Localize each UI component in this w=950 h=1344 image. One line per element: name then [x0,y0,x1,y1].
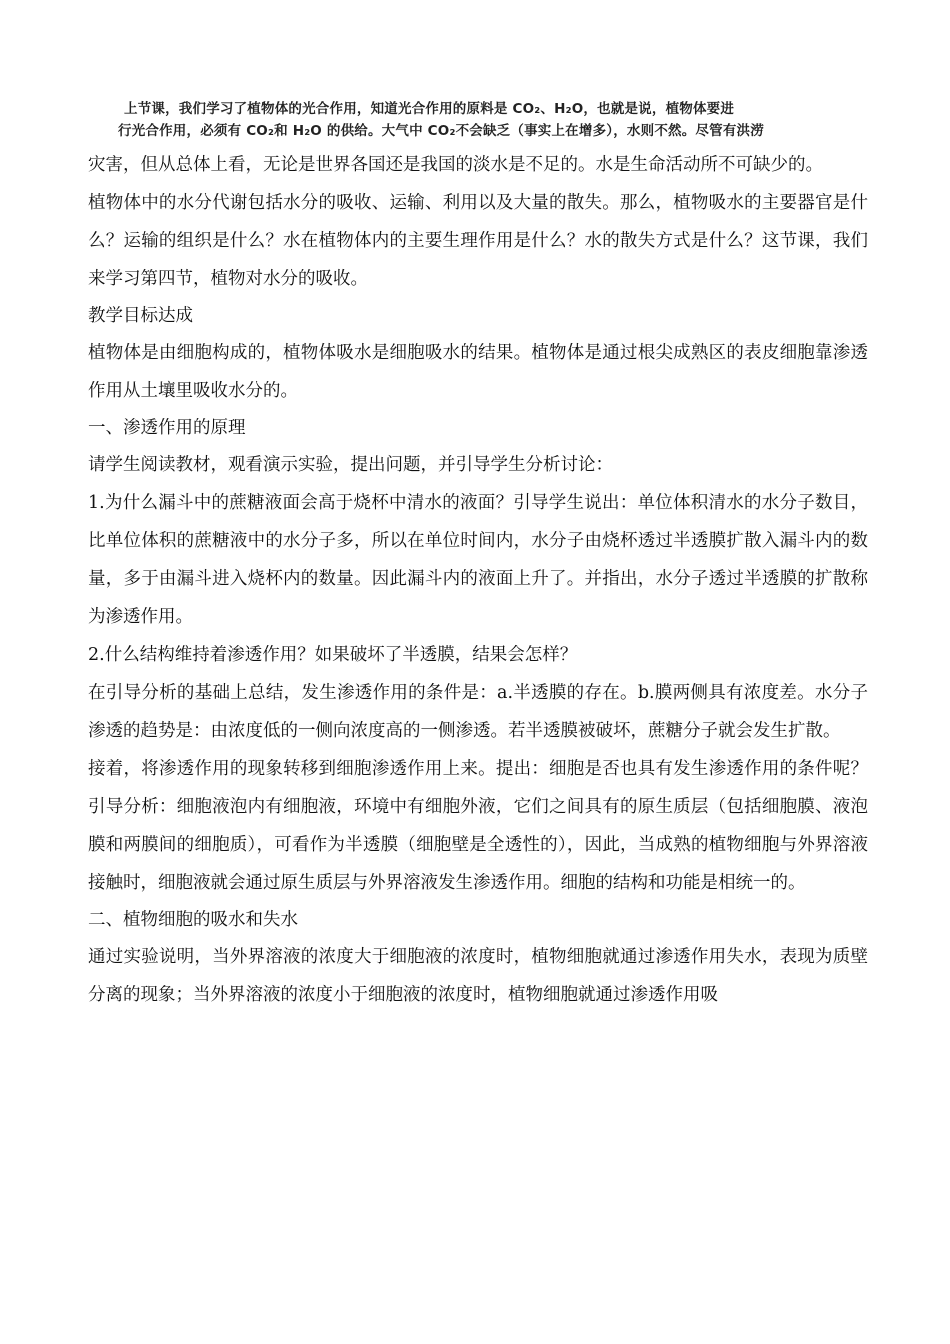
paragraph-cell-osmosis: 接着，将渗透作用的现象转移到细胞渗透作用上来。提出：细胞是否也具有发生渗透作用的条件呢？引导分析：细胞液泡内有细胞液，环境中有细胞外液，它们之间具有的原生质层（包括细胞膜、液泡膜和两膜间的细胞质），可看作为半透膜（细胞壁是全透性的），因此，当成熟的植物细胞与外界溶液接触时，细胞液就会通过原生质层与外界溶液发生渗透作用。细胞的结构和功能是相统一的。 [88,759,868,893]
paragraph-plasmolysis: 通过实验说明，当外界溶液的浓度大于细胞液的浓度时，植物细胞就通过渗透作用失水，表现为质壁分离的现象；当外界溶液的浓度小于细胞液的浓度时，植物细胞就通过渗透作用吸 [88,947,868,1005]
paragraph-water-metabolism: 植物体中的水分代谢包括水分的吸收、运输、利用以及大量的散失。那么，植物吸水的主要器官是什么？运输的组织是什么？水在植物体内的主要生理作用是什么？水的散失方式是什么？这节课，我们来学习第四节，植物对水分的吸收。 [88,193,868,289]
paragraph-question-1: 1.为什么漏斗中的蔗糖液面会高于烧杯中清水的液面？引导学生说出：单位体积清水的水分子数目，比单位体积的蔗糖液中的水分子多，所以在单位时间内，水分子由烧杯透过半透膜扩散入漏斗内的数量，多于由漏斗进入烧杯内的数量。因此漏斗内的液面上升了。并指出，水分子透过半透膜的扩散称为渗透作用。 [88,493,868,627]
document-body [88,146,868,1014]
paragraph-intro-continued: 灾害，但从总体上看，无论是世界各国还是我国的淡水是不足的。水是生命活动所不可缺少的。 [88,155,823,175]
scanned-text-image [118,98,798,142]
paragraph-instruction: 请学生阅读教材，观看演示实验，提出问题，并引导学生分析讨论： [88,455,613,475]
heading-osmosis-principle: 一、渗透作用的原理 [88,418,246,438]
scanned-line-2: 行光合作用，必须有 CO₂和 H₂O 的供给。大气中 CO₂不会缺乏（事实上在增多），水则不然。尽管有洪涝 [118,123,764,139]
paragraph-cell-absorption: 植物体是由细胞构成的，植物体吸水是细胞吸水的结果。植物体是通过根尖成熟区的表皮细胞靠渗透作用从土壤里吸收水分的。 [88,343,868,401]
heading-teaching-goals: 教学目标达成 [88,306,193,326]
paragraph-question-2: 2.什么结构维持着渗透作用？如果破坏了半透膜，结果会怎样？ [88,645,578,665]
scanned-line-1: 上节课，我们学习了植物体的光合作用，知道光合作用的原料是 CO₂、H₂O，也就是说，植物体要进 [124,101,735,117]
paragraph-osmosis-conditions: 在引导分析的基础上总结，发生渗透作用的条件是：a.半透膜的存在。b.膜两侧具有浓度差。水分子渗透的趋势是：由浓度低的一侧向浓度高的一侧渗透。若半透膜被破坏，蔗糖分子就会发生扩散。 [88,683,868,741]
heading-cell-water: 二、植物细胞的吸水和失水 [88,910,298,930]
